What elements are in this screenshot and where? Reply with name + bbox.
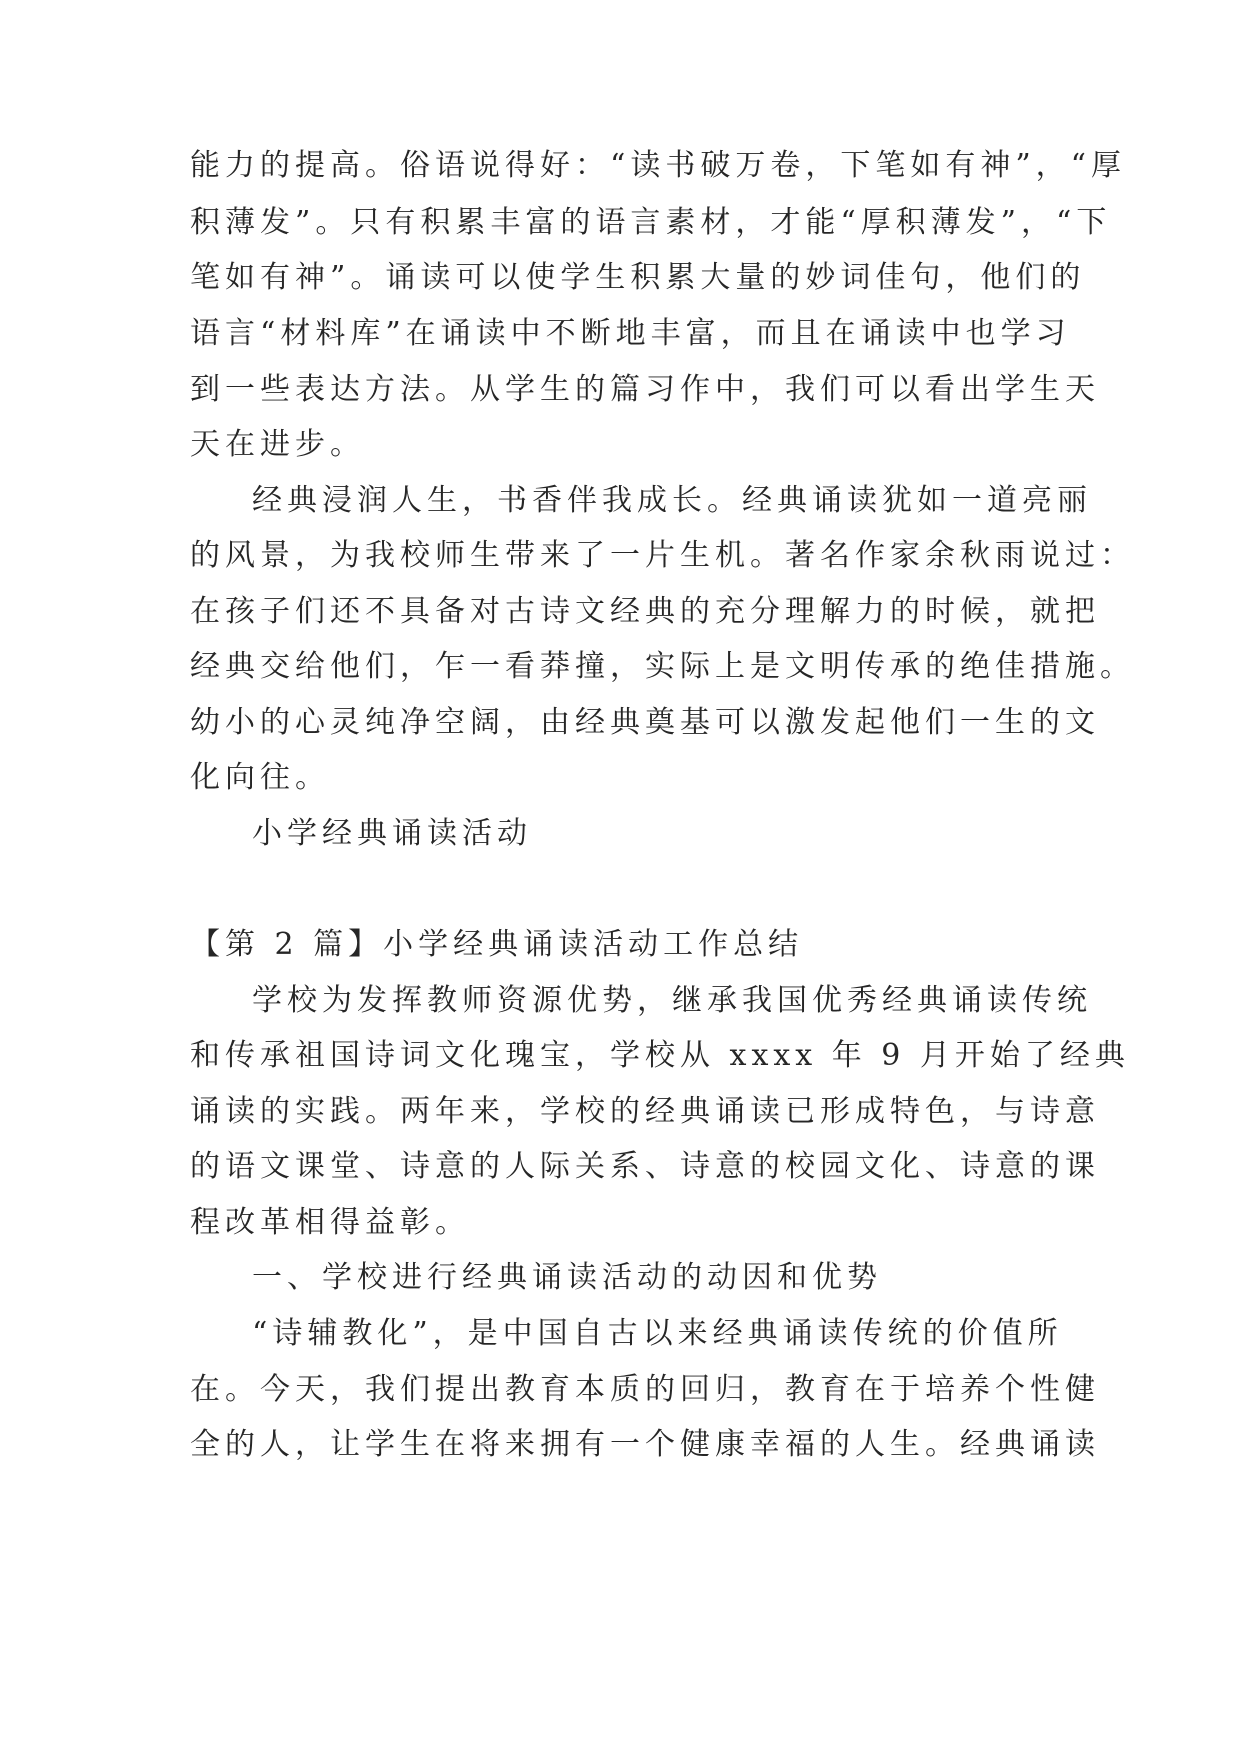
paragraph-line: 全的人，让学生在将来拥有一个健康幸福的人生。经典诵读	[190, 1427, 1100, 1462]
paragraph-line: 经典浸润人生，书香伴我成长。经典诵读犹如一道亮丽	[252, 483, 1092, 518]
paragraph-line: 积薄发”。只有积累丰富的语言素材，才能“厚积薄发”，“下	[190, 205, 1112, 240]
subsection-heading: 一、学校进行经典诵读活动的动因和优势	[252, 1260, 882, 1295]
paragraph-line: 学校为发挥教师资源优势，继承我国优秀经典诵读传统	[252, 983, 1092, 1018]
paragraph-line: 诵读的实践。两年来，学校的经典诵读已形成特色，与诗意	[190, 1094, 1100, 1129]
paragraph-line: 经典交给他们，乍一看莽撞，实际上是文明传承的绝佳措施。	[190, 649, 1135, 684]
paragraph-line: 天在进步。	[190, 427, 365, 462]
paragraph-line: 的风景，为我校师生带来了一片生机。著名作家余秋雨说过：	[190, 538, 1135, 573]
section-heading: 【第 2 篇】小学经典诵读活动工作总结	[190, 927, 804, 962]
paragraph-line: 能力的提高。俗语说得好：“读书破万卷，下笔如有神”，“厚	[190, 148, 1127, 183]
paragraph-line: 到一些表达方法。从学生的篇习作中，我们可以看出学生天	[190, 372, 1100, 407]
paragraph-line: 化向往。	[190, 760, 330, 795]
section-caption: 小学经典诵读活动	[252, 816, 532, 851]
paragraph-line: 的语文课堂、诗意的人际关系、诗意的校园文化、诗意的课	[190, 1149, 1100, 1184]
paragraph-line: 在孩子们还不具备对古诗文经典的充分理解力的时候，就把	[190, 594, 1100, 629]
paragraph-line: 程改革相得益彰。	[190, 1205, 470, 1240]
paragraph-line: 语言“材料库”在诵读中不断地丰富，而且在诵读中也学习	[190, 316, 1071, 351]
paragraph-line: 在。今天，我们提出教育本质的回归，教育在于培养个性健	[190, 1372, 1100, 1407]
paragraph-line: “诗辅教化”，是中国自古以来经典诵读传统的价值所	[252, 1316, 1063, 1351]
paragraph-line: 笔如有神”。诵读可以使学生积累大量的妙词佳句，他们的	[190, 260, 1086, 295]
paragraph-line: 幼小的心灵纯净空阔，由经典奠基可以激发起他们一生的文	[190, 705, 1100, 740]
paragraph-line: 和传承祖国诗词文化瑰宝，学校从 xxxx 年 9 月开始了经典	[190, 1038, 1130, 1073]
